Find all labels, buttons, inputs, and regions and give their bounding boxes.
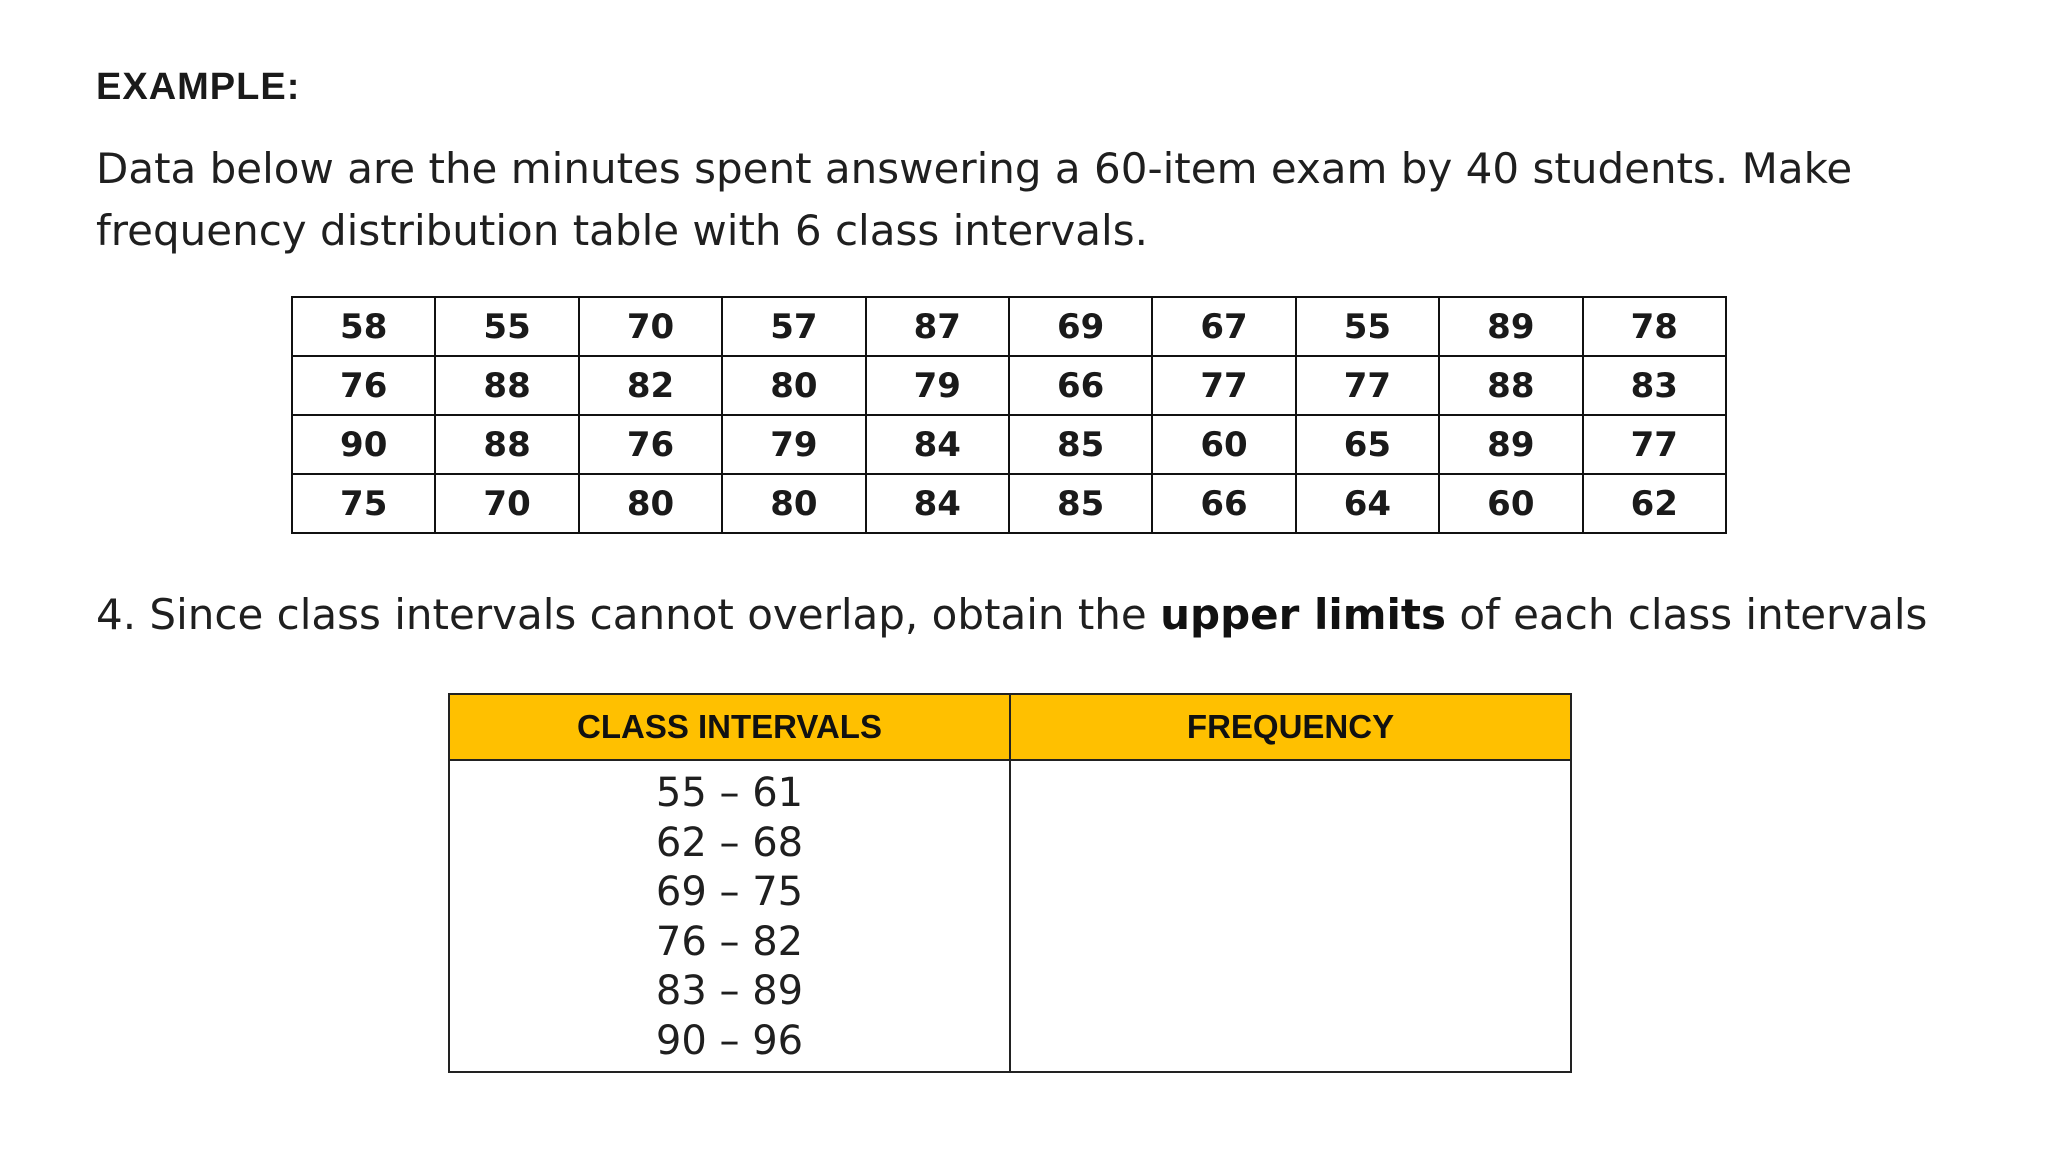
frequency-cell (1010, 760, 1571, 1072)
data-cell: 64 (1296, 474, 1439, 533)
data-cell: 88 (435, 356, 578, 415)
data-cell: 84 (866, 474, 1009, 533)
data-cell: 58 (292, 297, 435, 356)
data-cell: 87 (866, 297, 1009, 356)
example-heading: EXAMPLE: (96, 66, 301, 108)
data-cell: 66 (1009, 356, 1152, 415)
frequency-header: FREQUENCY (1010, 694, 1571, 760)
data-cell: 80 (579, 474, 722, 533)
data-cell: 70 (579, 297, 722, 356)
data-cell: 60 (1439, 474, 1582, 533)
data-cell: 75 (292, 474, 435, 533)
frequency-table-header-row (449, 694, 1571, 760)
data-cell: 57 (722, 297, 865, 356)
data-cell: 55 (435, 297, 578, 356)
step-instruction (96, 585, 1927, 645)
data-cell: 76 (292, 356, 435, 415)
raw-data-table (291, 296, 1727, 534)
data-cell: 80 (722, 356, 865, 415)
class-interval-item: 76 – 82 (655, 918, 804, 965)
data-cell: 77 (1296, 356, 1439, 415)
data-cell: 80 (722, 474, 865, 533)
class-interval-item: 90 – 96 (655, 1017, 804, 1064)
data-cell: 67 (1152, 297, 1295, 356)
data-cell: 89 (1439, 415, 1582, 474)
data-cell: 78 (1583, 297, 1726, 356)
data-cell: 83 (1583, 356, 1726, 415)
data-cell: 69 (1009, 297, 1152, 356)
step-text-suffix: of each class intervals (1446, 590, 1928, 639)
data-cell: 66 (1152, 474, 1295, 533)
data-cell: 79 (866, 356, 1009, 415)
data-cell: 88 (435, 415, 578, 474)
data-cell: 76 (579, 415, 722, 474)
data-cell: 90 (292, 415, 435, 474)
class-intervals-cell (449, 760, 1010, 1072)
raw-data-body (292, 297, 1726, 533)
data-cell: 82 (579, 356, 722, 415)
frequency-distribution-table (448, 693, 1572, 1073)
table-row (292, 474, 1726, 533)
frequency-table-body-row (449, 760, 1571, 1072)
data-cell: 55 (1296, 297, 1439, 356)
table-row (292, 415, 1726, 474)
class-interval-item: 55 – 61 (655, 770, 804, 816)
data-cell: 77 (1152, 356, 1295, 415)
table-row (292, 297, 1726, 356)
problem-statement: Data below are the minutes spent answering a 60-item exam by 40 students. Make frequency distribution table with 6 class intervals. (96, 144, 1853, 255)
class-intervals-header: CLASS INTERVALS (449, 694, 1010, 760)
data-cell: 88 (1439, 356, 1582, 415)
class-interval-item: 83 – 89 (655, 968, 804, 1014)
class-interval-item: 69 – 75 (655, 869, 804, 915)
table-row (292, 356, 1726, 415)
data-cell: 85 (1009, 474, 1152, 533)
step-emphasis: upper limits (1160, 590, 1446, 639)
class-interval-item: 62 – 68 (655, 819, 804, 866)
data-cell: 89 (1439, 297, 1582, 356)
data-cell: 77 (1583, 415, 1726, 474)
data-cell: 62 (1583, 474, 1726, 533)
data-cell: 85 (1009, 415, 1152, 474)
data-cell: 84 (866, 415, 1009, 474)
step-text-prefix: 4. Since class intervals cannot overlap, obtain the (96, 590, 1161, 639)
data-cell: 70 (435, 474, 578, 533)
class-interval-list (450, 761, 1009, 1066)
data-cell: 79 (722, 415, 865, 474)
data-cell: 65 (1296, 415, 1439, 474)
data-cell: 60 (1152, 415, 1295, 474)
